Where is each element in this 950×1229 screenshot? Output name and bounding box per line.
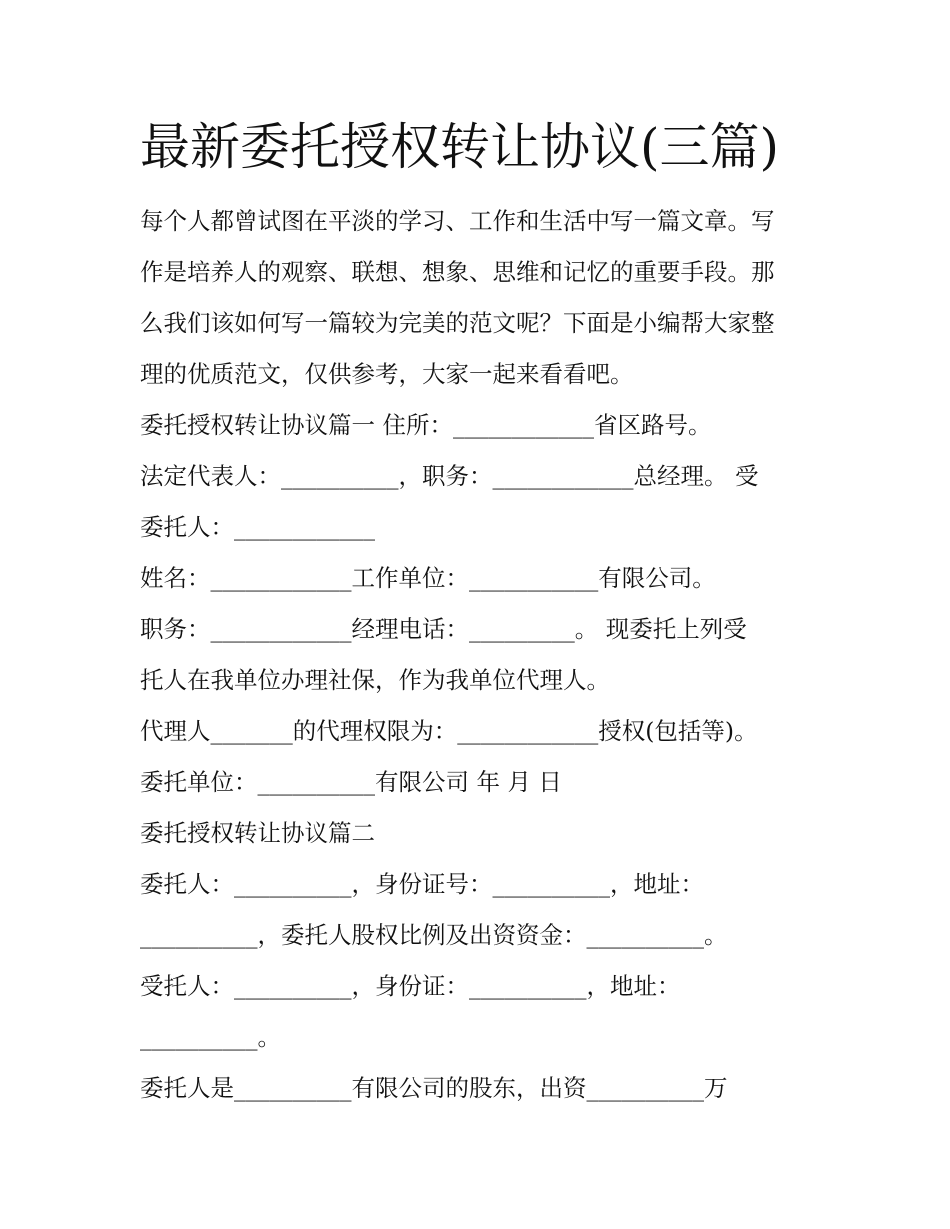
paragraph-line: 姓名：____________工作单位：___________有限公司。 <box>140 564 716 592</box>
section-heading: 委托授权转让协议篇二 <box>140 819 375 847</box>
paragraph-line: __________，委托人股权比例及出资资金：__________。 <box>140 921 728 949</box>
paragraph-line: 法定代表人：__________，职务：____________总经理。 受 <box>140 462 759 490</box>
paragraph-line: __________。 <box>140 1023 281 1051</box>
paragraph-line: 托人在我单位办理社保，作为我单位代理人。 <box>140 666 610 694</box>
paragraph-line: 委托授权转让协议篇一 住所：____________省区路号。 <box>140 411 712 439</box>
paragraph-line: 委托人是__________有限公司的股东，出资__________万 <box>140 1074 728 1102</box>
paragraph-line: 职务：____________经理电话：_________。 现委托上列受 <box>140 615 747 643</box>
paragraph-line: 作是培养人的观察、联想、想象、思维和记忆的重要手段。那 <box>140 258 775 286</box>
paragraph-line: 委托人：____________ <box>140 513 375 541</box>
paragraph-line: 么我们该如何写一篇较为完美的范文呢？下面是小编帮大家整 <box>140 309 775 337</box>
paragraph-line: 受托人：__________，身份证：__________，地址： <box>140 972 681 1000</box>
paragraph-line: 委托人：__________，身份证号：__________，地址： <box>140 870 704 898</box>
paragraph-line: 每个人都曾试图在平淡的学习、工作和生活中写一篇文章。写 <box>140 207 775 235</box>
document-title: 最新委托授权转让协议(三篇) <box>140 118 780 176</box>
paragraph-line: 代理人_______的代理权限为：____________授权(包括等)。 <box>140 717 758 745</box>
paragraph-line: 委托单位：__________有限公司 年 月 日 <box>140 768 562 796</box>
paragraph-line: 理的优质范文，仅供参考，大家一起来看看吧。 <box>140 360 634 388</box>
